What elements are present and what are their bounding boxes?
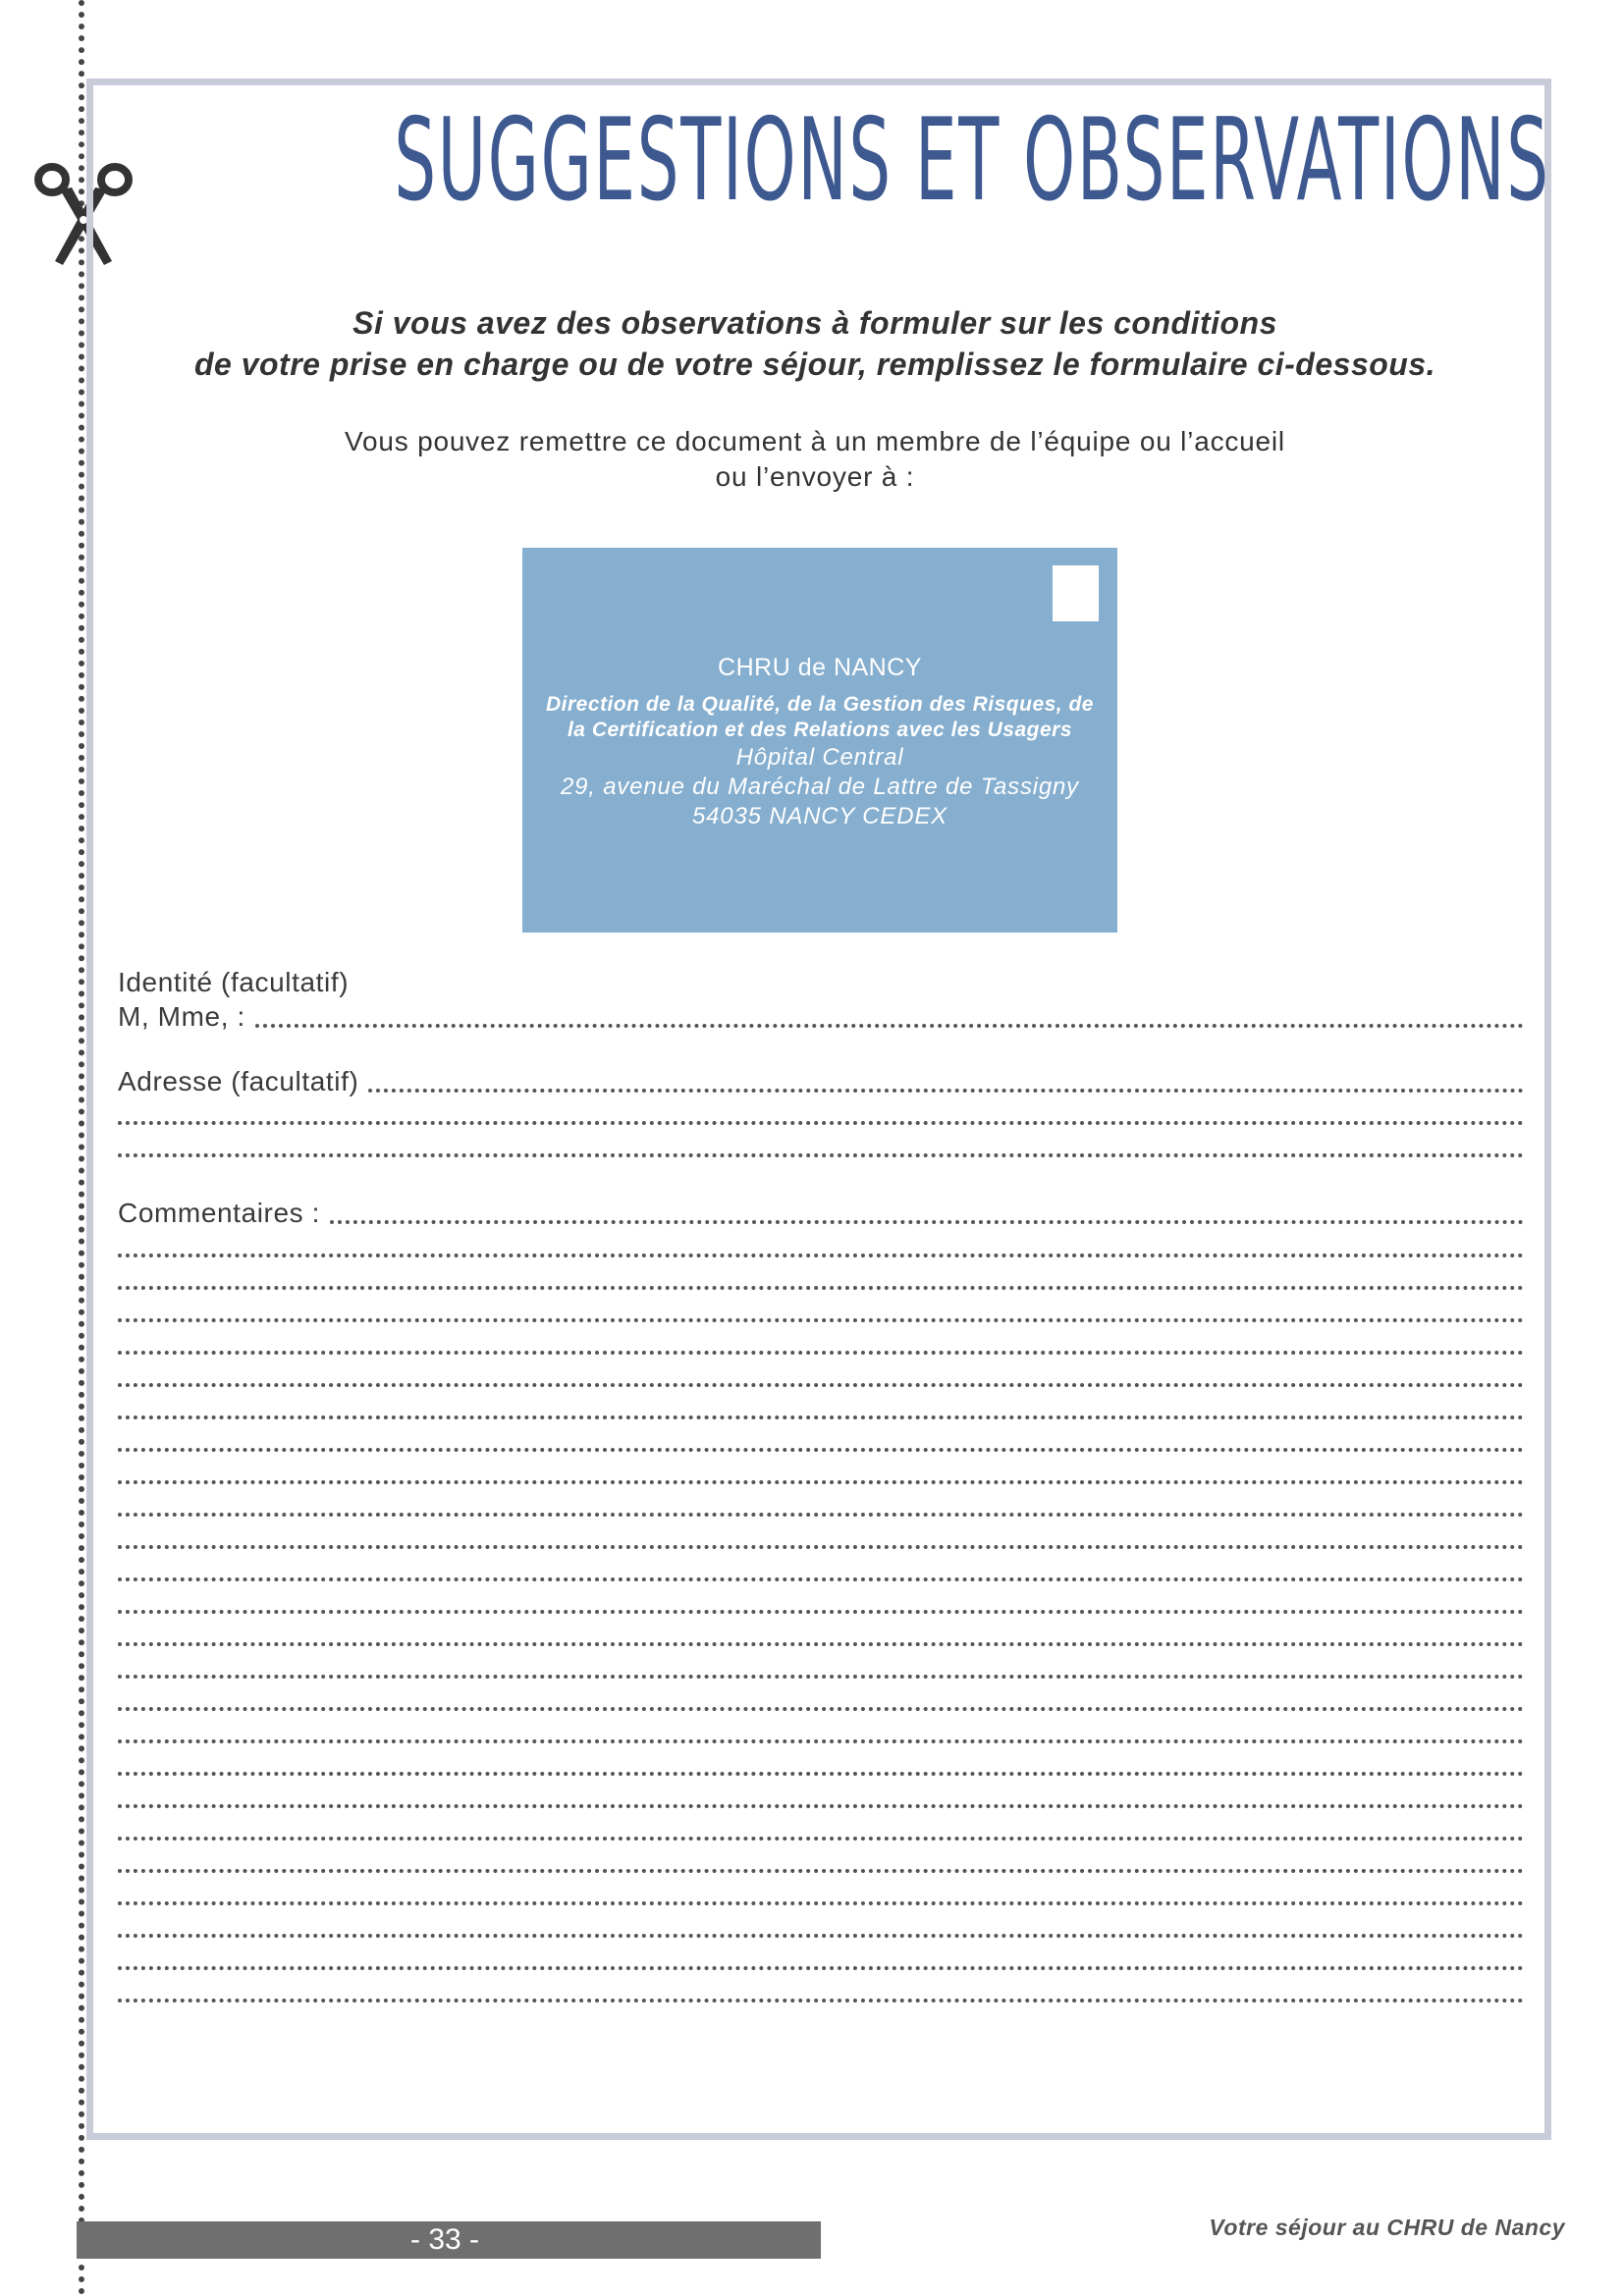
dotted-line [118,1966,1524,1970]
comment-line[interactable] [118,1944,1524,1975]
dotted-line [118,1513,1524,1517]
recipient-name: CHRU de NANCY [718,654,922,681]
comment-line[interactable] [118,1717,1524,1748]
dotted-line [118,1610,1524,1614]
dotted-line [118,1153,1524,1157]
dotted-line [118,1772,1524,1776]
mailing-envelope [522,548,1117,933]
dotted-line [118,1480,1524,1484]
dotted-line [368,1089,1524,1093]
cut-line [79,0,84,2296]
comment-line[interactable] [118,1976,1524,2007]
comment-line[interactable] [118,1846,1524,1878]
street-address: 29, avenue du Maréchal de Lattre de Tassigny [561,774,1079,800]
comment-line[interactable] [118,1425,1524,1457]
dotted-line [118,1254,1524,1257]
comment-line[interactable] [118,1555,1524,1586]
comments-label: Commentaires : [118,1198,321,1228]
building-name: Hôpital Central [735,744,904,771]
dotted-line [118,1901,1524,1905]
dotted-line [118,1121,1524,1125]
dotted-line [118,1869,1524,1873]
name-field[interactable] [118,1001,1524,1033]
comment-line[interactable] [118,1684,1524,1716]
comment-line[interactable] [118,1328,1524,1360]
comment-line[interactable] [118,1814,1524,1845]
intro-line-2: de votre prise en charge ou de votre séjour, remplissez le formulaire ci-dessous. [193,347,1436,382]
comment-line[interactable] [118,1587,1524,1619]
dotted-line [118,1675,1524,1679]
footer-bar [77,2221,821,2259]
publication-title: Votre séjour au CHRU de Nancy [1209,2215,1565,2240]
instructions-line-1: Vous pouvez remettre ce document à un membre de l’équipe ou l’accueil [345,426,1285,456]
comment-line[interactable] [118,1782,1524,1813]
comment-line[interactable] [118,1522,1524,1554]
dotted-line [118,1448,1524,1452]
comment-line[interactable] [118,1911,1524,1943]
dotted-line [118,1934,1524,1938]
dotted-line [118,1351,1524,1355]
comment-line[interactable] [118,1296,1524,1327]
department-line-2: la Certification et des Relations avec les Usagers [567,719,1073,741]
comment-line[interactable] [118,1231,1524,1262]
dotted-line [118,1707,1524,1711]
dotted-line [118,1383,1524,1387]
dotted-line [118,1286,1524,1290]
dotted-line [118,1642,1524,1646]
comments-field[interactable] [118,1198,1524,1229]
instructions-text [118,424,1512,495]
department-line-1: Direction de la Qualité, de la Gestion des Risques, de [546,693,1094,716]
intro-line-1: Si vous avez des observations à formuler sur les conditions [352,305,1277,341]
comment-line[interactable] [118,1490,1524,1522]
dotted-line [330,1220,1524,1224]
name-label: M, Mme, : [118,1001,245,1032]
comment-line[interactable] [118,1263,1524,1295]
comment-line[interactable] [118,1393,1524,1424]
dotted-line [118,1545,1524,1549]
comment-line[interactable] [118,1361,1524,1392]
comment-line[interactable] [118,1620,1524,1651]
city-postcode: 54035 NANCY CEDEX [692,803,947,829]
address-line[interactable] [118,1131,1524,1162]
dotted-line [118,1415,1524,1419]
address-line[interactable] [118,1098,1524,1130]
dotted-line [118,1318,1524,1322]
address-field[interactable] [118,1066,1524,1097]
address-label: Adresse (facultatif) [118,1066,359,1096]
dotted-line [118,1999,1524,2002]
dotted-line [118,1577,1524,1581]
comment-line[interactable] [118,1879,1524,1910]
intro-text [118,302,1512,385]
dotted-line [118,1739,1524,1743]
stamp-placeholder [1053,565,1099,621]
instructions-line-2: ou l’envoyer à : [715,461,915,492]
comment-line[interactable] [118,1652,1524,1683]
dotted-line [118,1837,1524,1841]
page-title: SUGGESTIONS ET OBSERVATIONS [394,94,1550,227]
dotted-line [255,1024,1524,1028]
identity-label: Identité (facultatif) [118,967,350,997]
comment-line[interactable] [118,1458,1524,1489]
page-number: - 33 - [410,2223,480,2256]
comment-line[interactable] [118,1749,1524,1781]
dotted-line [118,1804,1524,1808]
mailing-address [522,654,1117,831]
